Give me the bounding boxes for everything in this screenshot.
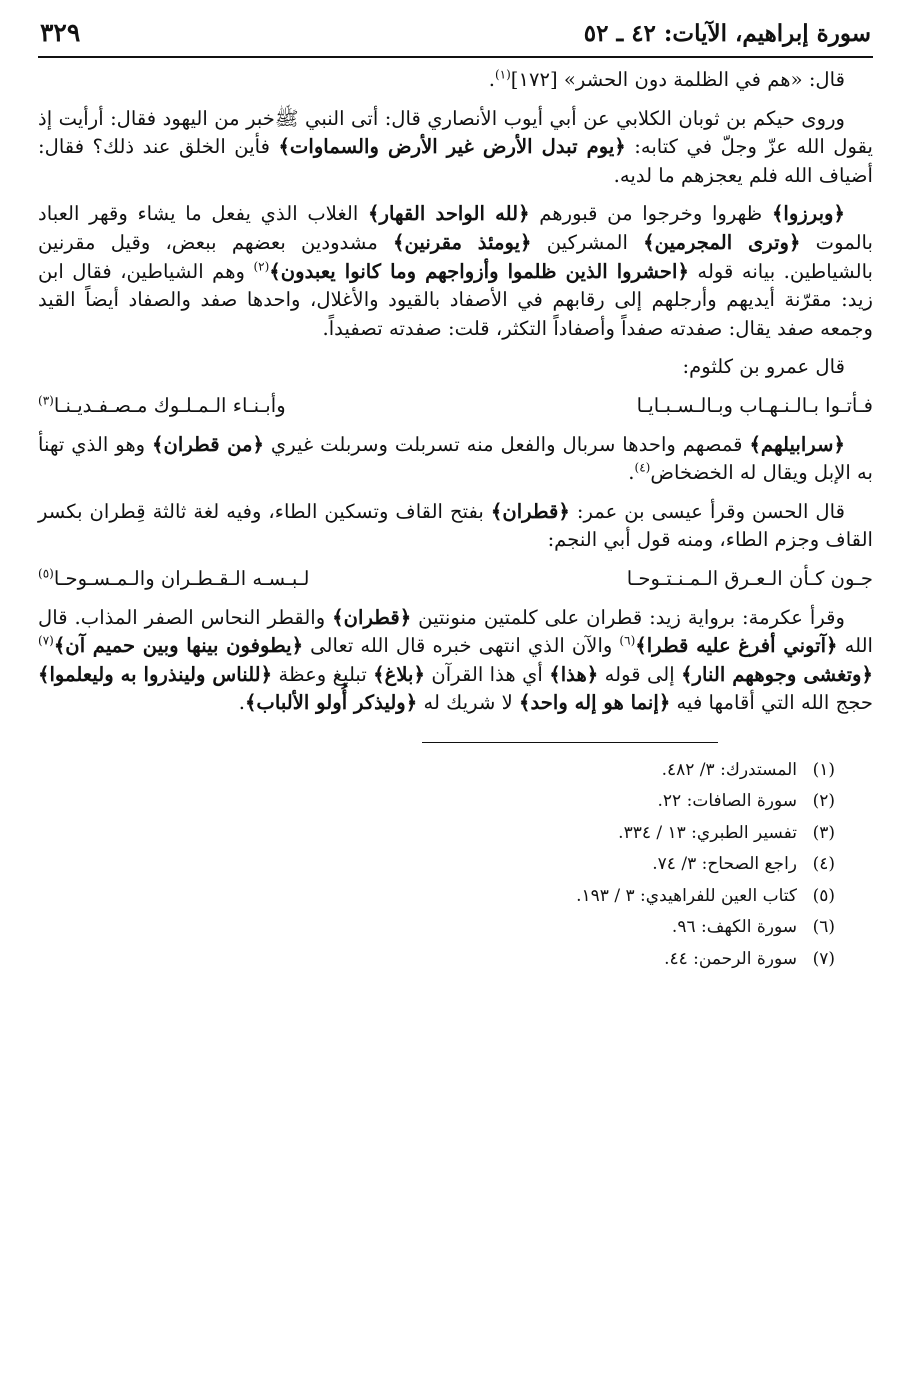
text-run: والآن الذي انتهى خبره قال الله تعالى <box>303 634 620 658</box>
footnote-ref: (٢) <box>253 259 270 274</box>
text-run: وأبـنـاء الـمـلـوك مـصـفـديـنـا <box>53 393 286 417</box>
paragraph-4 <box>38 353 873 382</box>
main-text <box>38 66 873 718</box>
quran-quote: ﴿يومئذ مقرنين﴾ <box>393 230 532 254</box>
text-run: وهم الشياطين، فقال ابن زيد: مقرّنة أيديهم وأرجلهم إلى رقابهم في الأصفاد بالقيود والأغلال، واحدها صفد والصفاد أيضاً القيد وجمعه صفد يقال: صفدته صفداً وأصفاداً التكثر، قلت: صفدته تصفيداً. <box>38 259 873 340</box>
paragraph-1 <box>38 66 873 95</box>
footnote-ref: (٣) <box>38 393 54 408</box>
footnote-text: تفسير الطبري: ١٣ / ٣٣٤. <box>618 822 797 843</box>
text-run: إلى قوله <box>598 662 682 686</box>
verse-second-hemistich <box>38 392 286 421</box>
verse-second-hemistich <box>38 565 310 594</box>
footnote-separator <box>422 742 718 743</box>
footnote-text: سورة الكهف: ٩٦. <box>671 917 797 938</box>
text-run: . <box>488 68 495 91</box>
footnote-number: (٦) <box>812 917 835 938</box>
text-run: الغلاب الذي يفعل ما يشاء وقهر العباد بالموت <box>38 202 873 254</box>
footnote-ref: (٦) <box>619 633 636 648</box>
quran-quote: ﴿يطوفون بينها وبين حميم آن﴾ <box>53 634 304 658</box>
footnote-item <box>38 818 835 850</box>
quran-quote: ﴿إنما هو إله واحد﴾ <box>519 691 671 715</box>
footnote-item <box>38 755 835 787</box>
footnote-text: راجع الصحاح: ٣/ ٧٤. <box>652 854 797 875</box>
paragraph-5 <box>38 431 873 488</box>
quran-quote: ﴿وترى المجرمين﴾ <box>643 230 801 254</box>
footnote-text: كتاب العين للفراهيدي: ٣ / ١٩٣. <box>576 885 797 906</box>
footnote-item <box>38 849 835 881</box>
text-run: . <box>628 461 635 485</box>
text-run: وروى حيكم بن ثوبان الكلابي عن أبي أيوب الأنصاري قال: أتى النبي ﷺخبر من اليهود فقال: أرأيت إذ يقول الله عزّ وجلّ في كتابه: <box>38 106 873 159</box>
quran-quote: ﴿احشروا الذين ظلموا وأزواجهم وما كانوا يعبدون﴾ <box>269 259 689 283</box>
footnote-ref: (٥) <box>38 566 54 581</box>
text-run: والقطر النحاس الصفر المذاب. قال الله <box>38 605 873 658</box>
verse-first-hemistich: فـأتـوا بـالـنـهـاب وبـالـسـبـايـا <box>636 393 873 417</box>
text-run: تبليغ وعظة <box>272 662 374 686</box>
footnote-item <box>38 786 835 818</box>
quran-quote: ﴿وبرزوا﴾ <box>771 202 845 226</box>
footnote-ref: (١) <box>494 67 511 82</box>
footnote-number: (٥) <box>812 885 835 906</box>
text-run: وهو الذي تهنأ به الإبل ويقال له الخضخاض <box>38 432 873 485</box>
footnote-text: سورة الصافات: ٢٢. <box>657 791 797 812</box>
page-header <box>38 18 873 58</box>
footnote-number: (١) <box>812 759 835 780</box>
quran-quote: ﴿هذا﴾ <box>549 662 599 686</box>
quran-quote: ﴿وتغشى وجوههم النار﴾ <box>681 662 873 686</box>
footnote-ref: (٤) <box>634 460 651 475</box>
text-run: المشركين <box>531 230 644 254</box>
text-run: قمصهم واحدها سربال والفعل منه تسربلت وسربلت غيري <box>263 432 750 456</box>
footnote-number: (٤) <box>812 854 835 875</box>
text-run: وقرأ عكرمة: برواية زيد: قطران على كلمتين منونتين <box>411 605 845 629</box>
paragraph-7 <box>38 604 873 718</box>
text-run: أي هذا القرآن <box>424 662 550 686</box>
quran-quote: ﴿وليذكر أُولو الألباب﴾ <box>244 691 418 715</box>
quran-quote: ﴿من قطران﴾ <box>152 432 264 456</box>
text-run: لـبـسـه الـقـطـران والـمـسـوحـا <box>53 566 310 590</box>
text-run: قال الحسن وقرأ عيسى بن عمر: <box>569 499 845 523</box>
footnote-item <box>38 912 835 944</box>
footnote-ref: (٧) <box>38 633 54 648</box>
text-run: حجج الله التي أقامها فيه <box>670 691 873 715</box>
running-title: سورة إبراهيم، الآيات: ٤٢ ـ ٥٢ <box>583 20 871 47</box>
paragraph-2 <box>38 105 873 191</box>
text-run: . <box>238 691 245 715</box>
poetry-verse-1 <box>38 392 873 421</box>
text-run: قال عمرو بن كلثوم: <box>682 355 845 379</box>
footnote-item <box>38 944 835 976</box>
text-run: فأين الخلق عند ذلك؟ فقال: أضياف الله فلم يعجزهم ما لديه. <box>38 135 873 187</box>
footnote-number: (٣) <box>812 822 835 843</box>
footnote-text: سورة الرحمن: ٤٤. <box>664 948 797 969</box>
quran-quote: ﴿آتوني أفرغ عليه قطرا﴾ <box>635 634 838 658</box>
paragraph-3 <box>38 200 873 343</box>
footnotes <box>38 755 873 976</box>
footnote-number: (٢) <box>812 791 835 812</box>
quran-quote: ﴿يوم تبدل الأرض غير الأرض والسماوات﴾ <box>278 135 626 159</box>
page-number: ٣٢٩ <box>40 18 81 47</box>
poetry-verse-2 <box>38 565 873 594</box>
text-run: بفتح القاف وتسكين الطاء، وفيه لغة ثالثة قِطران بكسر القاف وجزم الطاء، ومنه قول أبي النجم: <box>38 499 873 552</box>
quran-quote: ﴿لله الواحد القهار﴾ <box>368 202 530 226</box>
quran-quote: ﴿قطران﴾ <box>332 605 412 629</box>
text-run: لا شريك له <box>417 691 520 715</box>
quran-quote: ﴿للناس ولينذروا به وليعلموا﴾ <box>38 662 273 686</box>
text-run: قال: «هم في الظلمة دون الحشر» [١٧٢] <box>510 68 845 91</box>
text-run: ظهروا وخرجوا من قبورهم <box>529 202 772 226</box>
footnote-number: (٧) <box>812 948 835 969</box>
footnote-text: المستدرك: ٣/ ٤٨٢. <box>661 759 797 780</box>
quran-quote: ﴿سرابيلهم﴾ <box>749 432 845 456</box>
paragraph-6 <box>38 498 873 555</box>
text-run: مشدودين بعضهم ببعض، وقيل مقرنين بالشياطين. بيانه قوله <box>38 230 873 283</box>
verse-first-hemistich: جـون كـأن الـعـرق الـمـنـتـوحـا <box>626 566 873 590</box>
quran-quote: ﴿بلاغ﴾ <box>373 662 425 686</box>
quran-quote: ﴿قطران﴾ <box>490 499 570 523</box>
footnote-item <box>38 881 835 913</box>
